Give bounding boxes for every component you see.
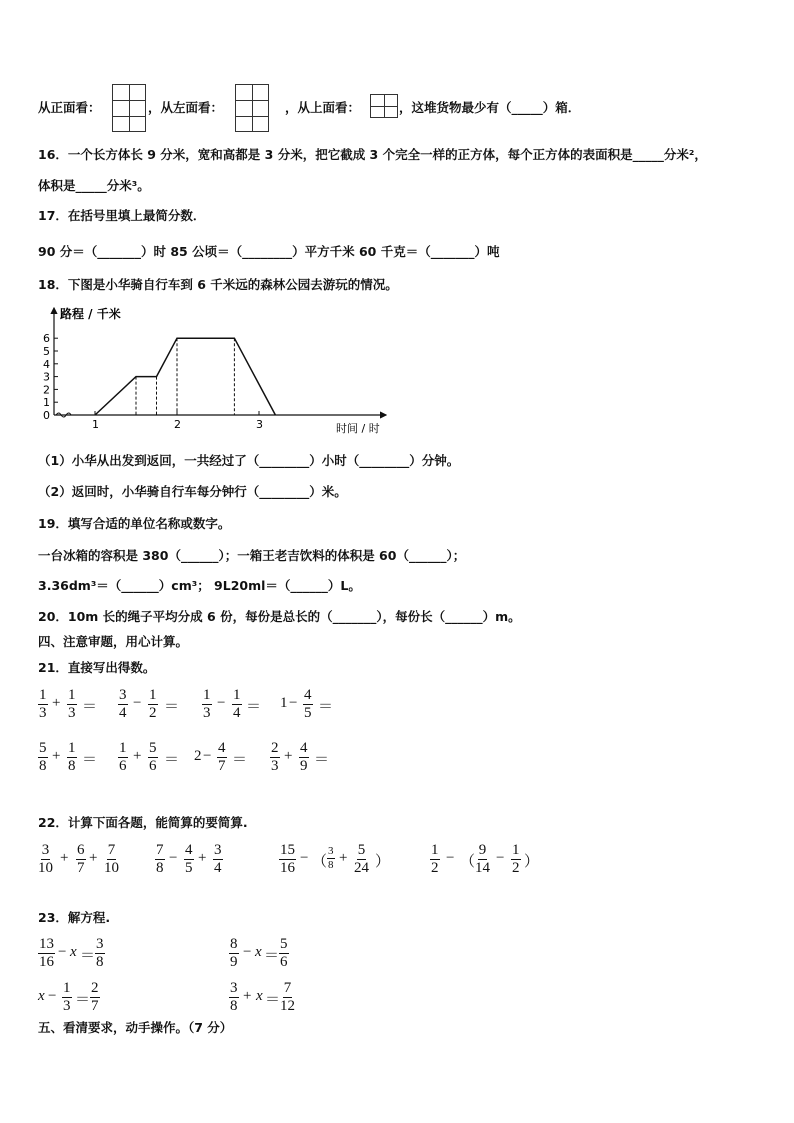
- q19-line1: 一台冰箱的容积是 380（______）；一箱王老吉饮料的体积是 60（______）；: [38, 548, 466, 563]
- fraction: $\frac{7}{10}$: [104, 842, 119, 876]
- minus-sign: −: [217, 695, 226, 711]
- plus-sign: +: [339, 850, 348, 866]
- q23-title: 23．解方程.: [38, 910, 111, 925]
- equals-sign: ＝: [80, 948, 96, 964]
- equals-sign: ＝: [164, 699, 180, 715]
- minus-sign: −: [289, 695, 298, 711]
- fraction: $\frac{3}{8}$: [96, 936, 104, 970]
- fraction: $\frac{3}{8}$: [328, 845, 334, 871]
- fraction: $\frac{3}{8}$: [230, 980, 238, 1014]
- q20-text: 20．10m 长的绳子平均分成 6 份，每份是总长的（_______），每份长（______）m。: [38, 609, 521, 624]
- y-tick-label: 1: [43, 396, 50, 410]
- plus-sign: +: [243, 988, 252, 1004]
- right-paren: ）: [524, 854, 540, 870]
- q15-left-label: ，从左面看：: [148, 100, 224, 115]
- y-axis-label: 路程 / 千米: [60, 307, 121, 321]
- variable-x: x: [70, 944, 77, 960]
- equals-sign: ＝: [264, 948, 280, 964]
- equals-sign: ＝: [265, 992, 281, 1008]
- y-tick-label: 6: [43, 332, 50, 346]
- fraction: $\frac{5}{24}$: [354, 842, 369, 876]
- minus-sign: −: [48, 988, 57, 1004]
- fraction: $\frac{1}{6}$: [119, 740, 127, 774]
- q22-title: 22．计算下面各题，能简算的要简算.: [38, 815, 248, 830]
- y-tick-label: 0: [43, 409, 50, 422]
- q15-front-label: 从正面看：: [38, 100, 101, 115]
- q18-sub1: （1）小华从出发到返回，一共经过了（________）小时（________）分钟。: [38, 453, 460, 468]
- minus-sign: −: [133, 695, 142, 711]
- distance-time-chart: [30, 302, 400, 437]
- fraction: $\frac{5}{6}$: [149, 740, 157, 774]
- plus-sign: +: [284, 748, 293, 764]
- y-tick-label: 3: [43, 370, 50, 384]
- equals-sign: ＝: [164, 752, 180, 768]
- plus-sign: +: [52, 748, 61, 764]
- x-tick-label: 3: [256, 418, 263, 431]
- fraction: $\frac{3}{4}$: [214, 842, 222, 876]
- variable-x: x: [256, 988, 263, 1004]
- fraction: $\frac{4}{9}$: [300, 740, 308, 774]
- plus-sign: +: [60, 850, 69, 866]
- section-4-heading: 四、注意审题，用心计算。: [38, 634, 189, 649]
- fraction: $\frac{8}{9}$: [230, 936, 238, 970]
- q15-top-label: ，从上面看：: [285, 100, 361, 115]
- fraction: $\frac{15}{16}$: [280, 842, 295, 876]
- y-tick-label: 2: [43, 383, 50, 397]
- fraction: $\frac{6}{7}$: [77, 842, 85, 876]
- equals-sign: ＝: [246, 699, 262, 715]
- minus-sign: −: [169, 850, 178, 866]
- equals-sign: ＝: [82, 699, 98, 715]
- left-view-grid: [235, 84, 269, 132]
- fraction: $\frac{7}{12}$: [280, 980, 295, 1014]
- y-tick-label: 5: [43, 345, 50, 358]
- minus-sign: −: [300, 850, 309, 866]
- fraction: $\frac{1}{2}$: [431, 842, 439, 876]
- fraction: $\frac{1}{2}$: [512, 842, 520, 876]
- x-axis-label: 时间 / 时: [336, 422, 380, 435]
- fraction: $\frac{1}{3}$: [68, 687, 76, 721]
- fraction: $\frac{2}{3}$: [271, 740, 279, 774]
- fraction: $\frac{5}{6}$: [280, 936, 288, 970]
- number: 1: [280, 695, 288, 711]
- minus-sign: −: [58, 944, 67, 960]
- equals-sign: ＝: [75, 992, 91, 1008]
- series-line: [95, 338, 275, 415]
- plus-sign: +: [52, 695, 61, 711]
- fraction: $\frac{9}{14}$: [475, 842, 490, 876]
- q17-items: 90 分＝（_______）时 85 公顷＝（________）平方千米 60 千克＝（_______）吨: [38, 244, 500, 259]
- left-paren: （: [312, 854, 328, 870]
- minus-sign: −: [446, 850, 455, 866]
- q16-line2: 体积是_____分米³。: [38, 178, 150, 193]
- fraction: $\frac{7}{8}$: [156, 842, 164, 876]
- fraction: $\frac{1}{3}$: [203, 687, 211, 721]
- q18-sub2: （2）返回时，小华骑自行车每分钟行（________）米。: [38, 484, 347, 499]
- fraction: $\frac{1}{3}$: [39, 687, 47, 721]
- fraction: $\frac{3}{10}$: [38, 842, 53, 876]
- plus-sign: +: [133, 748, 142, 764]
- top-view-grid: [370, 94, 398, 118]
- q17-title: 17．在括号里填上最简分数．: [38, 208, 206, 223]
- fraction: $\frac{3}{4}$: [119, 687, 127, 721]
- x-tick-label: 2: [174, 418, 181, 431]
- plus-sign: +: [89, 850, 98, 866]
- q19-title: 19．填写合适的单位名称或数字。: [38, 516, 231, 531]
- x-tick-label: 1: [92, 418, 99, 431]
- number: 2: [194, 748, 202, 764]
- fraction: $\frac{1}{4}$: [233, 687, 241, 721]
- fraction: $\frac{4}{7}$: [218, 740, 226, 774]
- fraction: $\frac{4}{5}$: [185, 842, 193, 876]
- section-5-heading: 五、看清要求，动手操作。（7 分）: [38, 1020, 233, 1035]
- fraction: $\frac{1}{2}$: [149, 687, 157, 721]
- minus-sign: −: [243, 944, 252, 960]
- equals-sign: ＝: [232, 752, 248, 768]
- fraction: $\frac{2}{7}$: [91, 980, 99, 1014]
- equals-sign: ＝: [318, 699, 334, 715]
- equals-sign: ＝: [314, 752, 330, 768]
- fraction: $\frac{5}{8}$: [39, 740, 47, 774]
- q16-line1: 16．一个长方体长 9 分米，宽和高都是 3 分米，把它截成 3 个完全一样的正方体，每个正方体的表面积是_____分米²，: [38, 147, 707, 162]
- variable-x: x: [255, 944, 262, 960]
- front-view-grid: [112, 84, 146, 132]
- minus-sign: −: [203, 748, 212, 764]
- q15-tail: ，这堆货物最少有（_____）箱．: [399, 100, 581, 115]
- q18-title: 18．下图是小华骑自行车到 6 千米远的森林公园去游玩的情况。: [38, 277, 398, 292]
- right-paren: ）: [375, 854, 391, 870]
- variable-x: x: [38, 988, 45, 1004]
- fraction: $\frac{13}{16}$: [39, 936, 54, 970]
- y-tick-label: 4: [43, 357, 50, 371]
- left-paren: （: [460, 854, 476, 870]
- minus-sign: −: [496, 850, 505, 866]
- plus-sign: +: [198, 850, 207, 866]
- fraction: $\frac{4}{5}$: [304, 687, 312, 721]
- fraction: $\frac{1}{8}$: [68, 740, 76, 774]
- q21-title: 21．直接写出得数。: [38, 660, 156, 675]
- q19-line2: 3.36dm³＝（______）cm³； 9L20ml＝（______）L。: [38, 578, 361, 593]
- fraction: $\frac{1}{3}$: [63, 980, 71, 1014]
- equals-sign: ＝: [82, 752, 98, 768]
